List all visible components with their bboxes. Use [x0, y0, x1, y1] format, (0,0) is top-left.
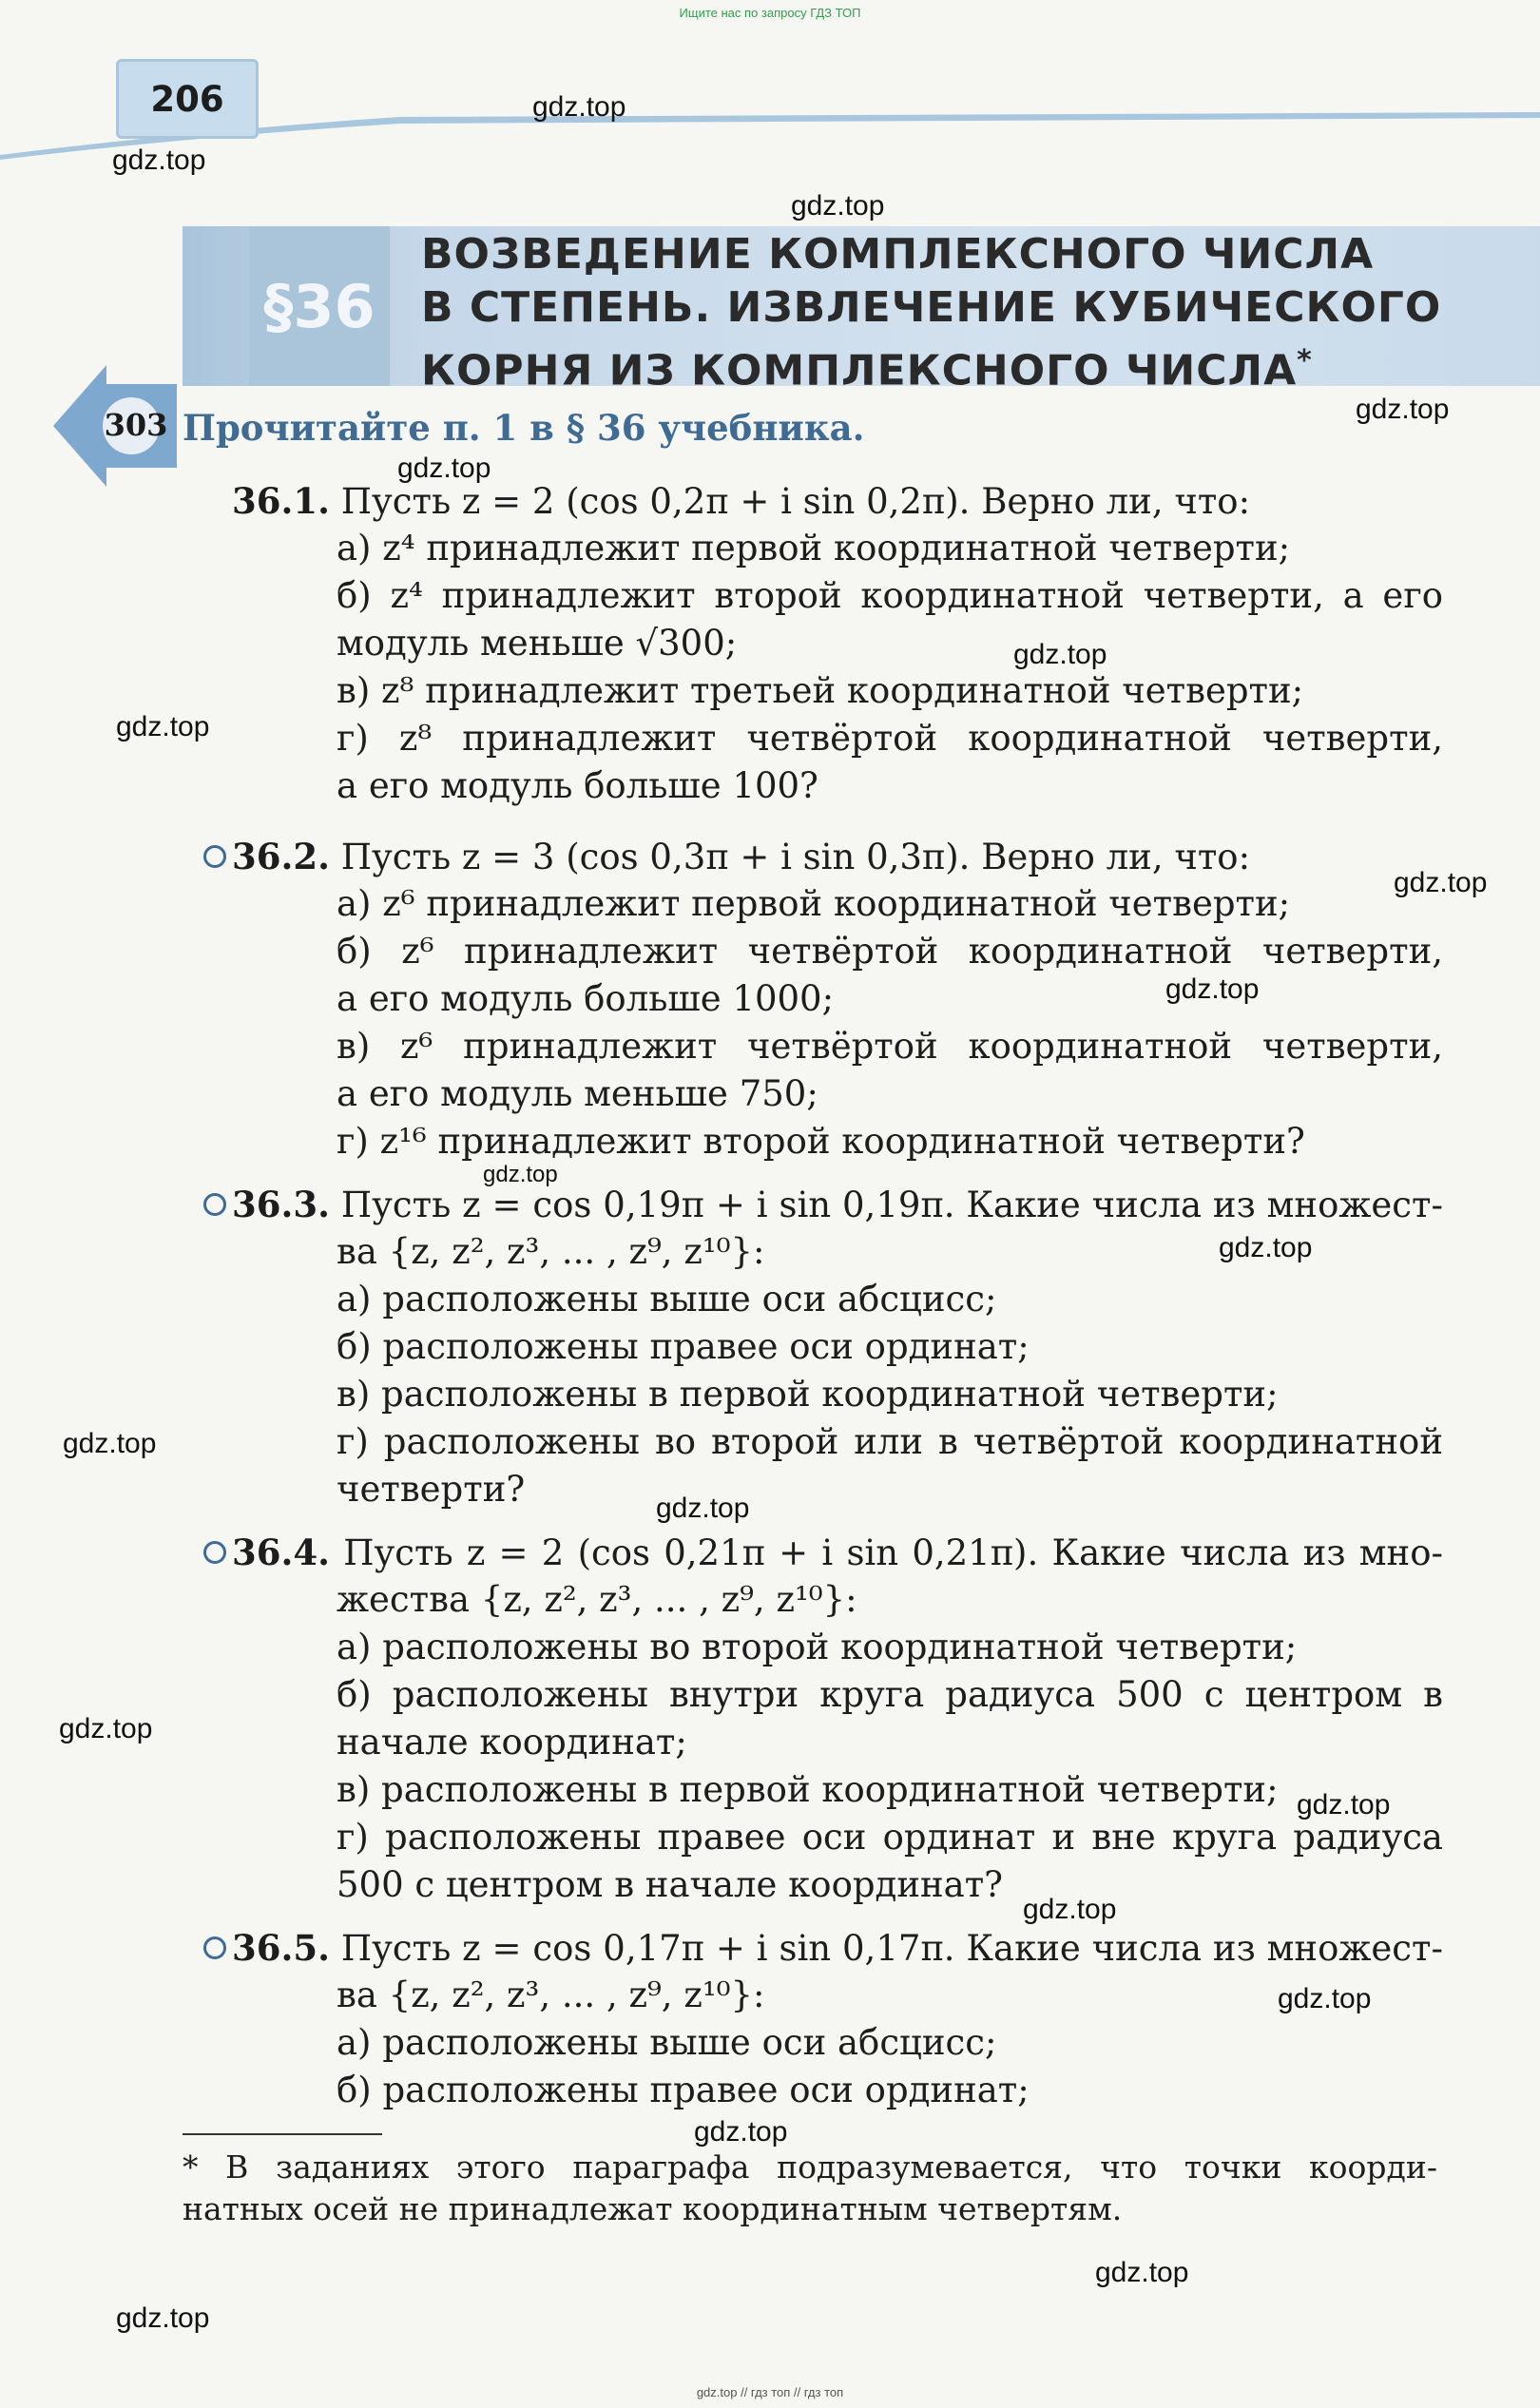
- problem-item: модуль меньше √300;: [337, 623, 738, 664]
- section-title-line: ВОЗВЕДЕНИЕ КОМПЛЕКСНОГО ЧИСЛА: [421, 230, 1375, 279]
- problem-item: б) расположены правее оси ординат;: [337, 2070, 1030, 2110]
- watermark: gdz.top: [59, 1713, 153, 1744]
- problem-item: г) расположены правее оси ординат и вне круга радиуса: [337, 1817, 1443, 1858]
- watermark: gdz.top: [1297, 1789, 1391, 1820]
- problem-item: ва {z, z², z³, ... , z⁹, z¹⁰}:: [337, 1975, 765, 2015]
- bottom-banner: gdz.top // гдз топ // гдз топ: [696, 2385, 844, 2399]
- problem-item: жества {z, z², z³, ... , z⁹, z¹⁰}:: [337, 1579, 857, 1620]
- problem-item: а) расположены выше оси абсцисс;: [337, 1279, 997, 1320]
- watermark: gdz.top: [1394, 867, 1488, 898]
- problem-item: ва {z, z², z³, ... , z⁹, z¹⁰}:: [337, 1231, 765, 1272]
- difficulty-circle-icon: [203, 1541, 226, 1564]
- watermark: gdz.top: [1165, 973, 1260, 1005]
- watermark: gdz.top: [1023, 1894, 1117, 1925]
- watermark: gdz.top: [63, 1428, 157, 1459]
- watermark: gdz.top: [1013, 639, 1107, 670]
- problem-item: г) расположены во второй или в четвёртой координатной: [337, 1421, 1443, 1462]
- problem-stem: Пусть z = 2 (cos 0,2π + i sin 0,2π). Верно ли, что:: [340, 481, 1251, 522]
- problem-36-5: [232, 1924, 1443, 1973]
- problem-item: четверти?: [337, 1469, 526, 1510]
- difficulty-circle-icon: [203, 845, 226, 868]
- watermark: gdz.top: [1219, 1232, 1313, 1263]
- problem-item: в) z⁸ принадлежит третьей координатной четверти;: [337, 670, 1304, 711]
- watermark: gdz.top: [483, 1162, 558, 1187]
- problem-number: 36.2.: [232, 836, 330, 877]
- footnote-divider: [183, 2133, 382, 2135]
- section-title-line: В СТЕПЕНЬ. ИЗВЛЕЧЕНИЕ КУБИЧЕСКОГО: [421, 283, 1442, 332]
- problem-item: г) z⁸ принадлежит четвёртой координатной четверти,: [337, 718, 1443, 759]
- watermark: gdz.top: [1356, 394, 1450, 425]
- problem-stem: Пусть z = cos 0,17π + i sin 0,17π. Какие числа из множест-: [340, 1928, 1443, 1969]
- problem-item: а) расположены во второй координатной четверти;: [337, 1627, 1298, 1667]
- footnote-mark: *: [1297, 344, 1313, 377]
- watermark: gdz.top: [116, 2302, 210, 2334]
- problem-stem: Пусть z = 3 (cos 0,3π + i sin 0,3π). Верно ли, что:: [340, 837, 1251, 877]
- footnote: [183, 2147, 1437, 2230]
- problem-item: а) расположены выше оси абсцисс;: [337, 2022, 997, 2063]
- problem-number: 36.4.: [232, 1531, 330, 1573]
- watermark: gdz.top: [791, 190, 885, 222]
- problem-item: а его модуль меньше 750;: [337, 1073, 818, 1114]
- problem-stem: Пусть z = 2 (cos 0,21π + i sin 0,21π). Какие числа из мно-: [343, 1532, 1443, 1573]
- problem-item: а его модуль больше 1000;: [337, 978, 835, 1019]
- reading-instruction: Прочитайте п. 1 в § 36 учебника.: [183, 407, 865, 449]
- problem-36-4: [232, 1529, 1443, 1577]
- problem-item: начале координат;: [337, 1722, 687, 1763]
- section-number: §36: [249, 226, 390, 386]
- reference-number: 303: [104, 407, 168, 443]
- difficulty-circle-icon: [203, 1936, 226, 1959]
- problem-stem: Пусть z = cos 0,19π + i sin 0,19π. Какие числа из множест-: [340, 1185, 1443, 1225]
- watermark: gdz.top: [116, 711, 210, 742]
- watermark: gdz.top: [694, 2116, 788, 2148]
- problem-item: в) расположены в первой координатной четверти;: [337, 1374, 1279, 1415]
- watermark: gdz.top: [656, 1493, 750, 1524]
- problem-number: 36.1.: [232, 480, 330, 522]
- section-title-line: КОРНЯ ИЗ КОМПЛЕКСНОГО ЧИСЛА*: [421, 344, 1313, 395]
- section-title: [421, 228, 1486, 398]
- watermark: gdz.top: [532, 91, 626, 123]
- problem-number: 36.3.: [232, 1184, 330, 1225]
- difficulty-circle-icon: [203, 1193, 226, 1216]
- problem-item: б) расположены правее оси ординат;: [337, 1326, 1030, 1367]
- watermark: gdz.top: [1278, 1983, 1372, 2014]
- problem-36-1: [232, 477, 1250, 526]
- problem-item: в) z⁶ принадлежит четвёртой координатной четверти,: [337, 1026, 1443, 1067]
- watermark: gdz.top: [112, 144, 206, 176]
- watermark: gdz.top: [1095, 2257, 1189, 2288]
- footnote-line: натных осей не принадлежат координатным четвертям.: [183, 2190, 1123, 2227]
- problem-item: 500 с центром в начале координат?: [337, 1864, 1004, 1905]
- problem-36-2: [232, 833, 1250, 881]
- watermark: gdz.top: [397, 453, 491, 484]
- problem-item: а) z⁴ принадлежит первой координатной четверти;: [337, 528, 1291, 568]
- problem-36-3: [232, 1181, 1443, 1229]
- page-number: 206: [116, 59, 259, 139]
- problem-item: в) расположены в первой координатной четверти;: [337, 1769, 1279, 1810]
- problem-item: б) расположены внутри круга радиуса 500 с центром в: [337, 1674, 1443, 1715]
- problem-item: г) z¹⁶ принадлежит второй координатной четверти?: [337, 1121, 1305, 1162]
- problem-number: 36.5.: [232, 1927, 330, 1969]
- problem-item: а) z⁶ принадлежит первой координатной четверти;: [337, 883, 1291, 924]
- top-banner: Ищите нас по запросу ГДЗ ТОП: [679, 6, 861, 20]
- problem-item: б) z⁶ принадлежит четвёртой координатной четверти,: [337, 931, 1443, 972]
- footnote-line: * В заданиях этого параграфа подразумевается, что точки коорди-: [183, 2148, 1437, 2186]
- problem-item: а его модуль больше 100?: [337, 765, 818, 806]
- problem-item: б) z⁴ принадлежит второй координатной четверти, а его: [337, 575, 1443, 616]
